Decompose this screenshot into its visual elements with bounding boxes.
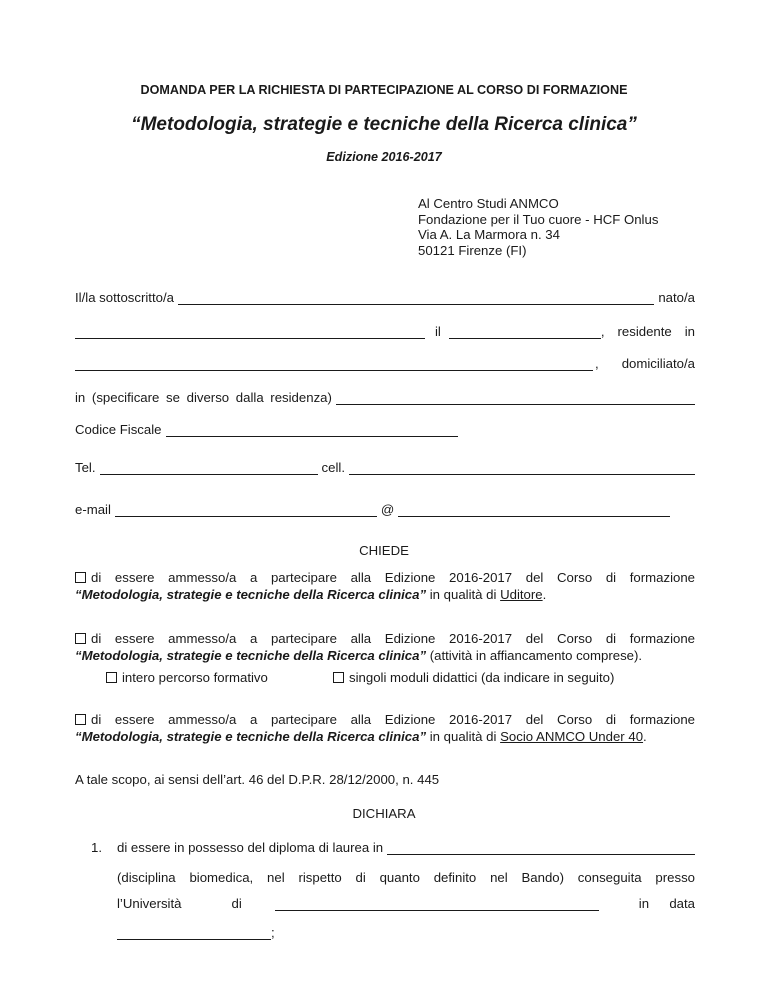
option-1-text: di essere ammesso/a a partecipare alla Edizione 2016-2017 del Corso di formazione xyxy=(91,570,695,585)
email-label: e-mail xyxy=(75,502,111,517)
university-di: di xyxy=(231,896,242,911)
subscriber-row xyxy=(75,290,695,305)
sub-option-modules xyxy=(333,670,614,685)
declaration-item-number: 1. xyxy=(91,840,102,855)
request-option-3 xyxy=(75,712,695,745)
university-label: l’Università xyxy=(117,896,182,911)
email-row xyxy=(75,502,695,517)
degree-field[interactable] xyxy=(387,843,695,855)
degree-note: (disciplina biomedica, nel rispetto di quanto definito nel Bando) conseguita presso xyxy=(117,870,695,885)
sub-option-full xyxy=(106,670,268,685)
fiscal-code-field[interactable] xyxy=(166,425,458,437)
university-data: data xyxy=(669,896,695,911)
recipient-line-4: 50121 Firenze (FI) xyxy=(418,242,527,258)
domiciled-comma: , xyxy=(595,356,599,371)
university-field[interactable] xyxy=(275,899,599,911)
fiscal-code-row xyxy=(75,422,695,437)
option-1-course: “Metodologia, strategie e tecniche della Ricerca clinica” xyxy=(75,586,427,602)
option-2-course: “Metodologia, strategie e tecniche della Ricerca clinica” xyxy=(75,647,427,663)
cell-label: cell. xyxy=(321,460,345,475)
option-3-checkbox[interactable] xyxy=(75,714,86,725)
subscriber-name-field[interactable] xyxy=(178,293,654,305)
option-2-end: (attività in affiancamento comprese). xyxy=(426,647,643,663)
cell-field[interactable] xyxy=(349,463,695,475)
graduation-date-end: ; xyxy=(271,925,275,940)
birthplace-field[interactable] xyxy=(75,327,425,339)
sub-option-full-label: intero percorso formativo xyxy=(122,670,268,685)
residence-field[interactable] xyxy=(75,359,593,371)
graduation-date-field[interactable] xyxy=(117,928,271,940)
birthdate-field[interactable] xyxy=(449,327,601,339)
domiciled-label: domiciliato/a xyxy=(621,356,695,371)
option-1-role: Uditore xyxy=(500,586,543,602)
declaration-degree-row xyxy=(117,840,695,855)
request-heading: CHIEDE xyxy=(359,543,409,558)
declaration-heading: DICHIARA xyxy=(352,806,416,821)
recipient-line-1: Al Centro Studi ANMCO xyxy=(418,196,559,211)
born-label: nato/a xyxy=(658,290,695,305)
request-option-1 xyxy=(75,570,695,603)
recipient-address xyxy=(418,196,658,258)
option-3-mid: in qualità di xyxy=(426,728,501,744)
birth-row xyxy=(75,324,695,339)
legal-intro: A tale scopo, ai sensi dell’art. 46 del D.P.R. 28/12/2000, n. 445 xyxy=(75,772,440,787)
recipient-line-3: Via A. La Marmora n. 34 xyxy=(418,227,560,243)
email-domain-field[interactable] xyxy=(398,505,670,517)
phone-row xyxy=(75,460,695,475)
graduation-date-row xyxy=(117,925,317,940)
resident-label: , residente in xyxy=(600,324,695,339)
domicile-note: in (specificare se diverso dalla residenza) xyxy=(75,390,332,405)
university-row xyxy=(117,896,695,911)
course-title: “Metodologia, strategie e tecniche della Ricerca clinica” xyxy=(131,114,637,135)
tel-label: Tel. xyxy=(75,460,96,475)
option-3-role: Socio ANMCO Under 40 xyxy=(500,728,644,744)
subscriber-label: Il/la sottoscritto/a xyxy=(75,290,174,305)
sub-option-modules-label: singoli moduli didattici (da indicare in seguito) xyxy=(349,670,615,685)
recipient-line-2: Fondazione per il Tuo cuore - HCF Onlus xyxy=(418,211,659,227)
option-3-end: . xyxy=(643,728,647,744)
option-3-course: “Metodologia, strategie e tecniche della Ricerca clinica” xyxy=(75,728,427,744)
sub-option-full-checkbox[interactable] xyxy=(106,672,117,683)
option-1-checkbox[interactable] xyxy=(75,572,86,583)
option-1-mid: in qualità di xyxy=(426,586,501,602)
degree-label: di essere in possesso del diploma di laurea in xyxy=(117,840,384,855)
date-label: il xyxy=(435,324,441,339)
tel-field[interactable] xyxy=(100,463,318,475)
option-2-checkbox[interactable] xyxy=(75,633,86,644)
option-1-end: . xyxy=(542,586,547,602)
residence-row xyxy=(75,356,695,371)
request-option-2 xyxy=(75,631,695,664)
option-2-text: di essere ammesso/a a partecipare alla Edizione 2016-2017 del Corso di formazione xyxy=(91,631,695,646)
form-title: DOMANDA PER LA RICHIESTA DI PARTECIPAZIONE AL CORSO DI FORMAZIONE xyxy=(140,83,628,97)
university-in: in xyxy=(638,896,650,911)
sub-option-modules-checkbox[interactable] xyxy=(333,672,344,683)
edition-label: Edizione 2016-2017 xyxy=(326,150,442,164)
domicile-row xyxy=(75,390,695,405)
email-user-field[interactable] xyxy=(115,505,377,517)
fiscal-code-label: Codice Fiscale xyxy=(75,422,162,437)
at-sign: @ xyxy=(380,502,395,517)
option-3-text: di essere ammesso/a a partecipare alla Edizione 2016-2017 del Corso di formazione xyxy=(91,712,695,727)
domicile-field[interactable] xyxy=(336,393,695,405)
